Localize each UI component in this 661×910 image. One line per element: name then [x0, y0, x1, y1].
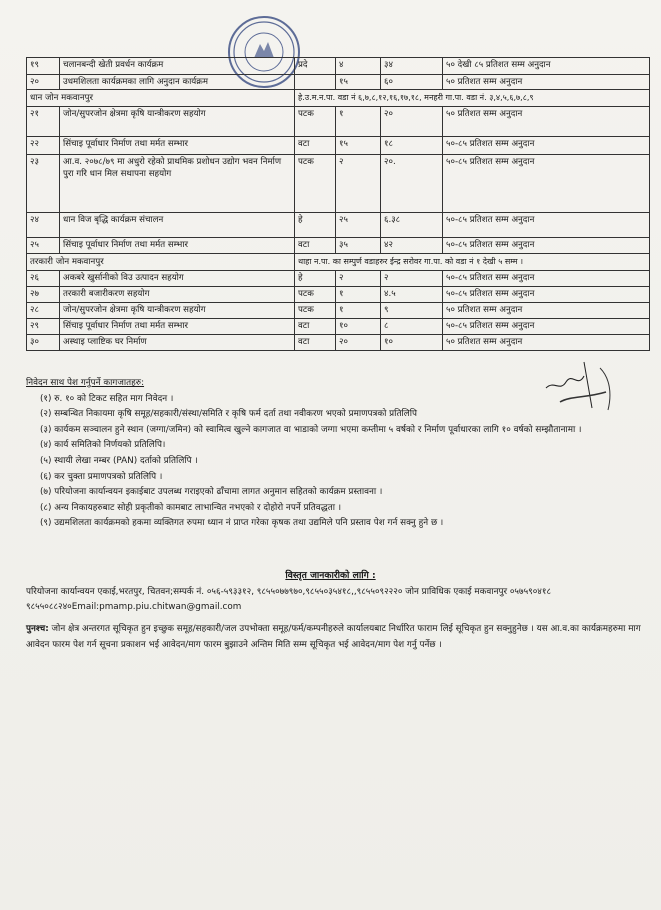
activity-cell: सिंचाइ पूर्वाधार निर्माण तथा मर्मत सम्भार — [60, 137, 295, 155]
serial-cell: २४ — [27, 213, 60, 238]
quantity-cell: ४ — [336, 58, 381, 75]
quantity-cell: २० — [336, 335, 381, 351]
document-item: (८) अन्य निकायहरुबाट सोही प्रकृतीको कामबाट लाभान्वित नभएको र दोहोरो नपर्ने प्रतिवद्धता । — [40, 502, 342, 513]
table-row — [27, 75, 650, 90]
table-row — [27, 213, 650, 238]
activity-cell: चलानबन्दी खेती प्रवर्धन कार्यक्रम — [60, 58, 295, 75]
table-row — [27, 137, 650, 155]
document-item: (१) रु. १० को टिकट सहित माग निवेदन । — [40, 393, 174, 404]
subsidy-cell: ५० प्रतिशत सम्म अनुदान — [443, 107, 650, 137]
quantity-cell: १ — [336, 107, 381, 137]
activity-cell: अस्थाइ प्लाष्टिक घर निर्माण — [60, 335, 295, 351]
budget-cell: ९ — [381, 303, 443, 319]
program-table — [26, 57, 650, 351]
quantity-cell: १० — [336, 319, 381, 335]
section-location: थाहा न.पा. का सम्पुर्ण वडाहरुर ईन्द्र सरोवर गा.पा. को वडा नं १ देखी ५ सम्म । — [295, 254, 650, 271]
serial-cell: २८ — [27, 303, 60, 319]
document-item: (७) परियोजना कार्यान्वयन इकाईबाट उपलब्ध गराइएको ढाँचामा लागत अनुमान सहितको कार्यक्रम प्रस्तावना । — [40, 487, 383, 498]
unit-cell: वटा — [295, 319, 336, 335]
subsidy-cell: ५० प्रतिशत सम्म अनुदान — [443, 303, 650, 319]
section-title: धान जोन मकवानपुर — [27, 90, 295, 107]
subsidy-cell: ५०-८५ प्रतिशत सम्म अनुदान — [443, 271, 650, 287]
activity-cell: आ.व. २०७८/७९ मा अधुरो रहेको प्राथमिक प्रशोधन उद्योग भवन निर्माण पुरा गरि धान मिल सथापना सहयोग — [60, 155, 295, 213]
subsidy-cell: ५०-८५ प्रतिशत सम्म अनुदान — [443, 238, 650, 254]
table-row — [27, 107, 650, 137]
info-heading: विस्तृत जानकारीको लागि : — [285, 570, 376, 581]
table-row — [27, 319, 650, 335]
postscript-notice — [26, 621, 642, 653]
activity-cell: जोन/सुपरजोन क्षेत्रमा कृषि यान्त्रीकरण सहयोग — [60, 303, 295, 319]
table-row — [27, 238, 650, 254]
contact-info: परियोजना कार्यान्वयन एकाई,भरतपुर, चितवन;सम्पर्क नं. ०५६-५९३३१२, ९८५५०७७९७०,९८५५०३५४१८,,९८५५०९२२२० जोन प्राविधिक एकाई मकवानपुर ०५७५९०४१८ ९८५५०८८२४०Email:pmamp.piu.chitwan@gmail.com — [26, 587, 552, 612]
table-row — [27, 303, 650, 319]
activity-cell: सिंचाइ पूर्वाधार निर्माण तथा मर्मत सम्भार — [60, 238, 295, 254]
activity-cell: तरकारी बजारीकरण सहयोग — [60, 287, 295, 303]
activity-cell: सिंचाइ पूर्वाधार निर्माण तथा मर्मत सम्भार — [60, 319, 295, 335]
subsidy-cell: ५०-८५ प्रतिशत सम्म अनुदान — [443, 319, 650, 335]
document-item: (२) सम्बन्धित निकायमा कृषि समूह/सहकारी/संस्था/समिति र कृषि फर्म दर्ता तथा नवीकरण भएको प्रमाणपत्रको प्रतिलिपि — [40, 409, 417, 420]
unit-cell: हे — [295, 271, 336, 287]
table-row — [27, 155, 650, 213]
budget-cell: ६० — [381, 75, 443, 90]
budget-cell: ८ — [381, 319, 443, 335]
budget-cell: ४२ — [381, 238, 443, 254]
document-item: (४) कार्य समितिको निर्णयको प्रतिलिपि। — [40, 440, 166, 451]
document-item: (५) स्थायी लेखा नम्बर (PAN) दर्ताको प्रतिलिपि । — [40, 455, 198, 466]
quantity-cell: १५ — [336, 137, 381, 155]
budget-cell: १८ — [381, 137, 443, 155]
subsidy-cell: ५०-८५ प्रतिशत सम्म अनुदान — [443, 287, 650, 303]
unit-cell — [295, 75, 336, 90]
unit-cell: पटक — [295, 303, 336, 319]
serial-cell: २६ — [27, 271, 60, 287]
budget-cell: ६.३८ — [381, 213, 443, 238]
serial-cell: २७ — [27, 287, 60, 303]
serial-cell: १९ — [27, 58, 60, 75]
serial-cell: २३ — [27, 155, 60, 213]
serial-cell: २० — [27, 75, 60, 90]
section-row — [27, 254, 650, 271]
budget-cell: २०. — [381, 155, 443, 213]
unit-cell: हे — [295, 213, 336, 238]
quantity-cell: १५ — [336, 75, 381, 90]
subsidy-cell: ५०-८५ प्रतिशत सम्म अनुदान — [443, 155, 650, 213]
unit-cell: वटा — [295, 335, 336, 351]
serial-cell: २५ — [27, 238, 60, 254]
subsidy-cell: ५० प्रतिशत सम्म अनुदान — [443, 335, 650, 351]
quantity-cell: १ — [336, 303, 381, 319]
budget-cell: ३४ — [381, 58, 443, 75]
documents-heading: निवेदन साथ पेश गर्नुपर्ने कागजातहरु: — [26, 378, 145, 388]
table-row — [27, 287, 650, 303]
quantity-cell: २५ — [336, 213, 381, 238]
unit-cell: प्रदे — [295, 58, 336, 75]
serial-cell: २९ — [27, 319, 60, 335]
section-location: हे.उ.म.न.पा. वडा नं ६,७,८,१२,१६,१७,१८, मनहरी गा.पा. वडा नं. ३,४,५,६,७,८,९ — [295, 90, 650, 107]
table-row — [27, 271, 650, 287]
unit-cell: पटक — [295, 287, 336, 303]
quantity-cell: १ — [336, 287, 381, 303]
section-row — [27, 90, 650, 107]
unit-cell: पटक — [295, 155, 336, 213]
document-item: (९) उद्यमशिलता कार्यक्रमको हकमा व्यक्तिगत रुपमा ध्यान नं प्राप्त गरेका कृषक तथा उद्यमिले पनि प्रस्ताव पेश गर्न सक्नु हुने छ । — [40, 518, 444, 529]
serial-cell: ३० — [27, 335, 60, 351]
quantity-cell: २ — [336, 155, 381, 213]
serial-cell: २२ — [27, 137, 60, 155]
quantity-cell: ३५ — [336, 238, 381, 254]
budget-cell: ४.५ — [381, 287, 443, 303]
document-item: (६) कर चुक्ता प्रमाणपत्रको प्रतिलिपि । — [40, 471, 163, 482]
signature-icon — [540, 358, 620, 418]
document-item: (३) कार्यकम सञ्चालन हुने स्थान (जग्गा/जमिन) को स्वामित्व खुल्ने कागजात वा भाडाको जग्गा भएमा कम्तीमा ५ वर्षको र निर्माण पूर्वाधारका लागि १० वर्षको सम्झौतानामा । — [40, 424, 582, 435]
unit-cell: वटा — [295, 137, 336, 155]
table-row — [27, 335, 650, 351]
unit-cell: वटा — [295, 238, 336, 254]
section-title: तरकारी जोन मकवानपुर — [27, 254, 295, 271]
subsidy-cell: ५० प्रतिशत सम्म अनुदान — [443, 75, 650, 90]
subsidy-cell: ५०-८५ प्रतिशत सम्म अनुदान — [443, 137, 650, 155]
budget-cell: २० — [381, 107, 443, 137]
activity-cell: अकबरे खुर्सानीको विउ उत्पादन सहयोग — [60, 271, 295, 287]
budget-cell: २ — [381, 271, 443, 287]
budget-cell: १० — [381, 335, 443, 351]
serial-cell: २१ — [27, 107, 60, 137]
activity-cell: जोन/सुपरजोन क्षेत्रमा कृषि यान्त्रीकरण सहयोग — [60, 107, 295, 137]
table-row — [27, 58, 650, 75]
subsidy-cell: ५० देखी ८५ प्रतिशत सम्म अनुदान — [443, 58, 650, 75]
activity-cell: धान विज बृद्धि कार्यक्रम संचालन — [60, 213, 295, 238]
postscript-text: जोन क्षेत्र अन्तरगत सूचिकृत हुन इच्छुक समूह/सहकारी/जल उपभोक्ता समूह/फर्म/कम्पनीहरुले कार्यालयबाट निर्धारित फाराम लिई सूचिकृत हुन सक्नुहुनेछ । यस आ.व.का कार्यक्रमहरुमा माग आवेदन फारम पेश गर्न सूचना प्रकाशन भई आवेदन/माग फारम बुझाउने अन्तिम मिति सम्म सूचिकृत भई आवेदन/माग पेश गर्नु पर्नेछ । — [26, 624, 641, 650]
postscript-label: पुनश्च: — [26, 624, 49, 634]
unit-cell: पटक — [295, 107, 336, 137]
subsidy-cell: ५०-८५ प्रतिशत सम्म अनुदान — [443, 213, 650, 238]
quantity-cell: २ — [336, 271, 381, 287]
activity-cell: उधमशिलता कार्यक्रमका लागि अनुदान कार्यक्रम — [60, 75, 295, 90]
